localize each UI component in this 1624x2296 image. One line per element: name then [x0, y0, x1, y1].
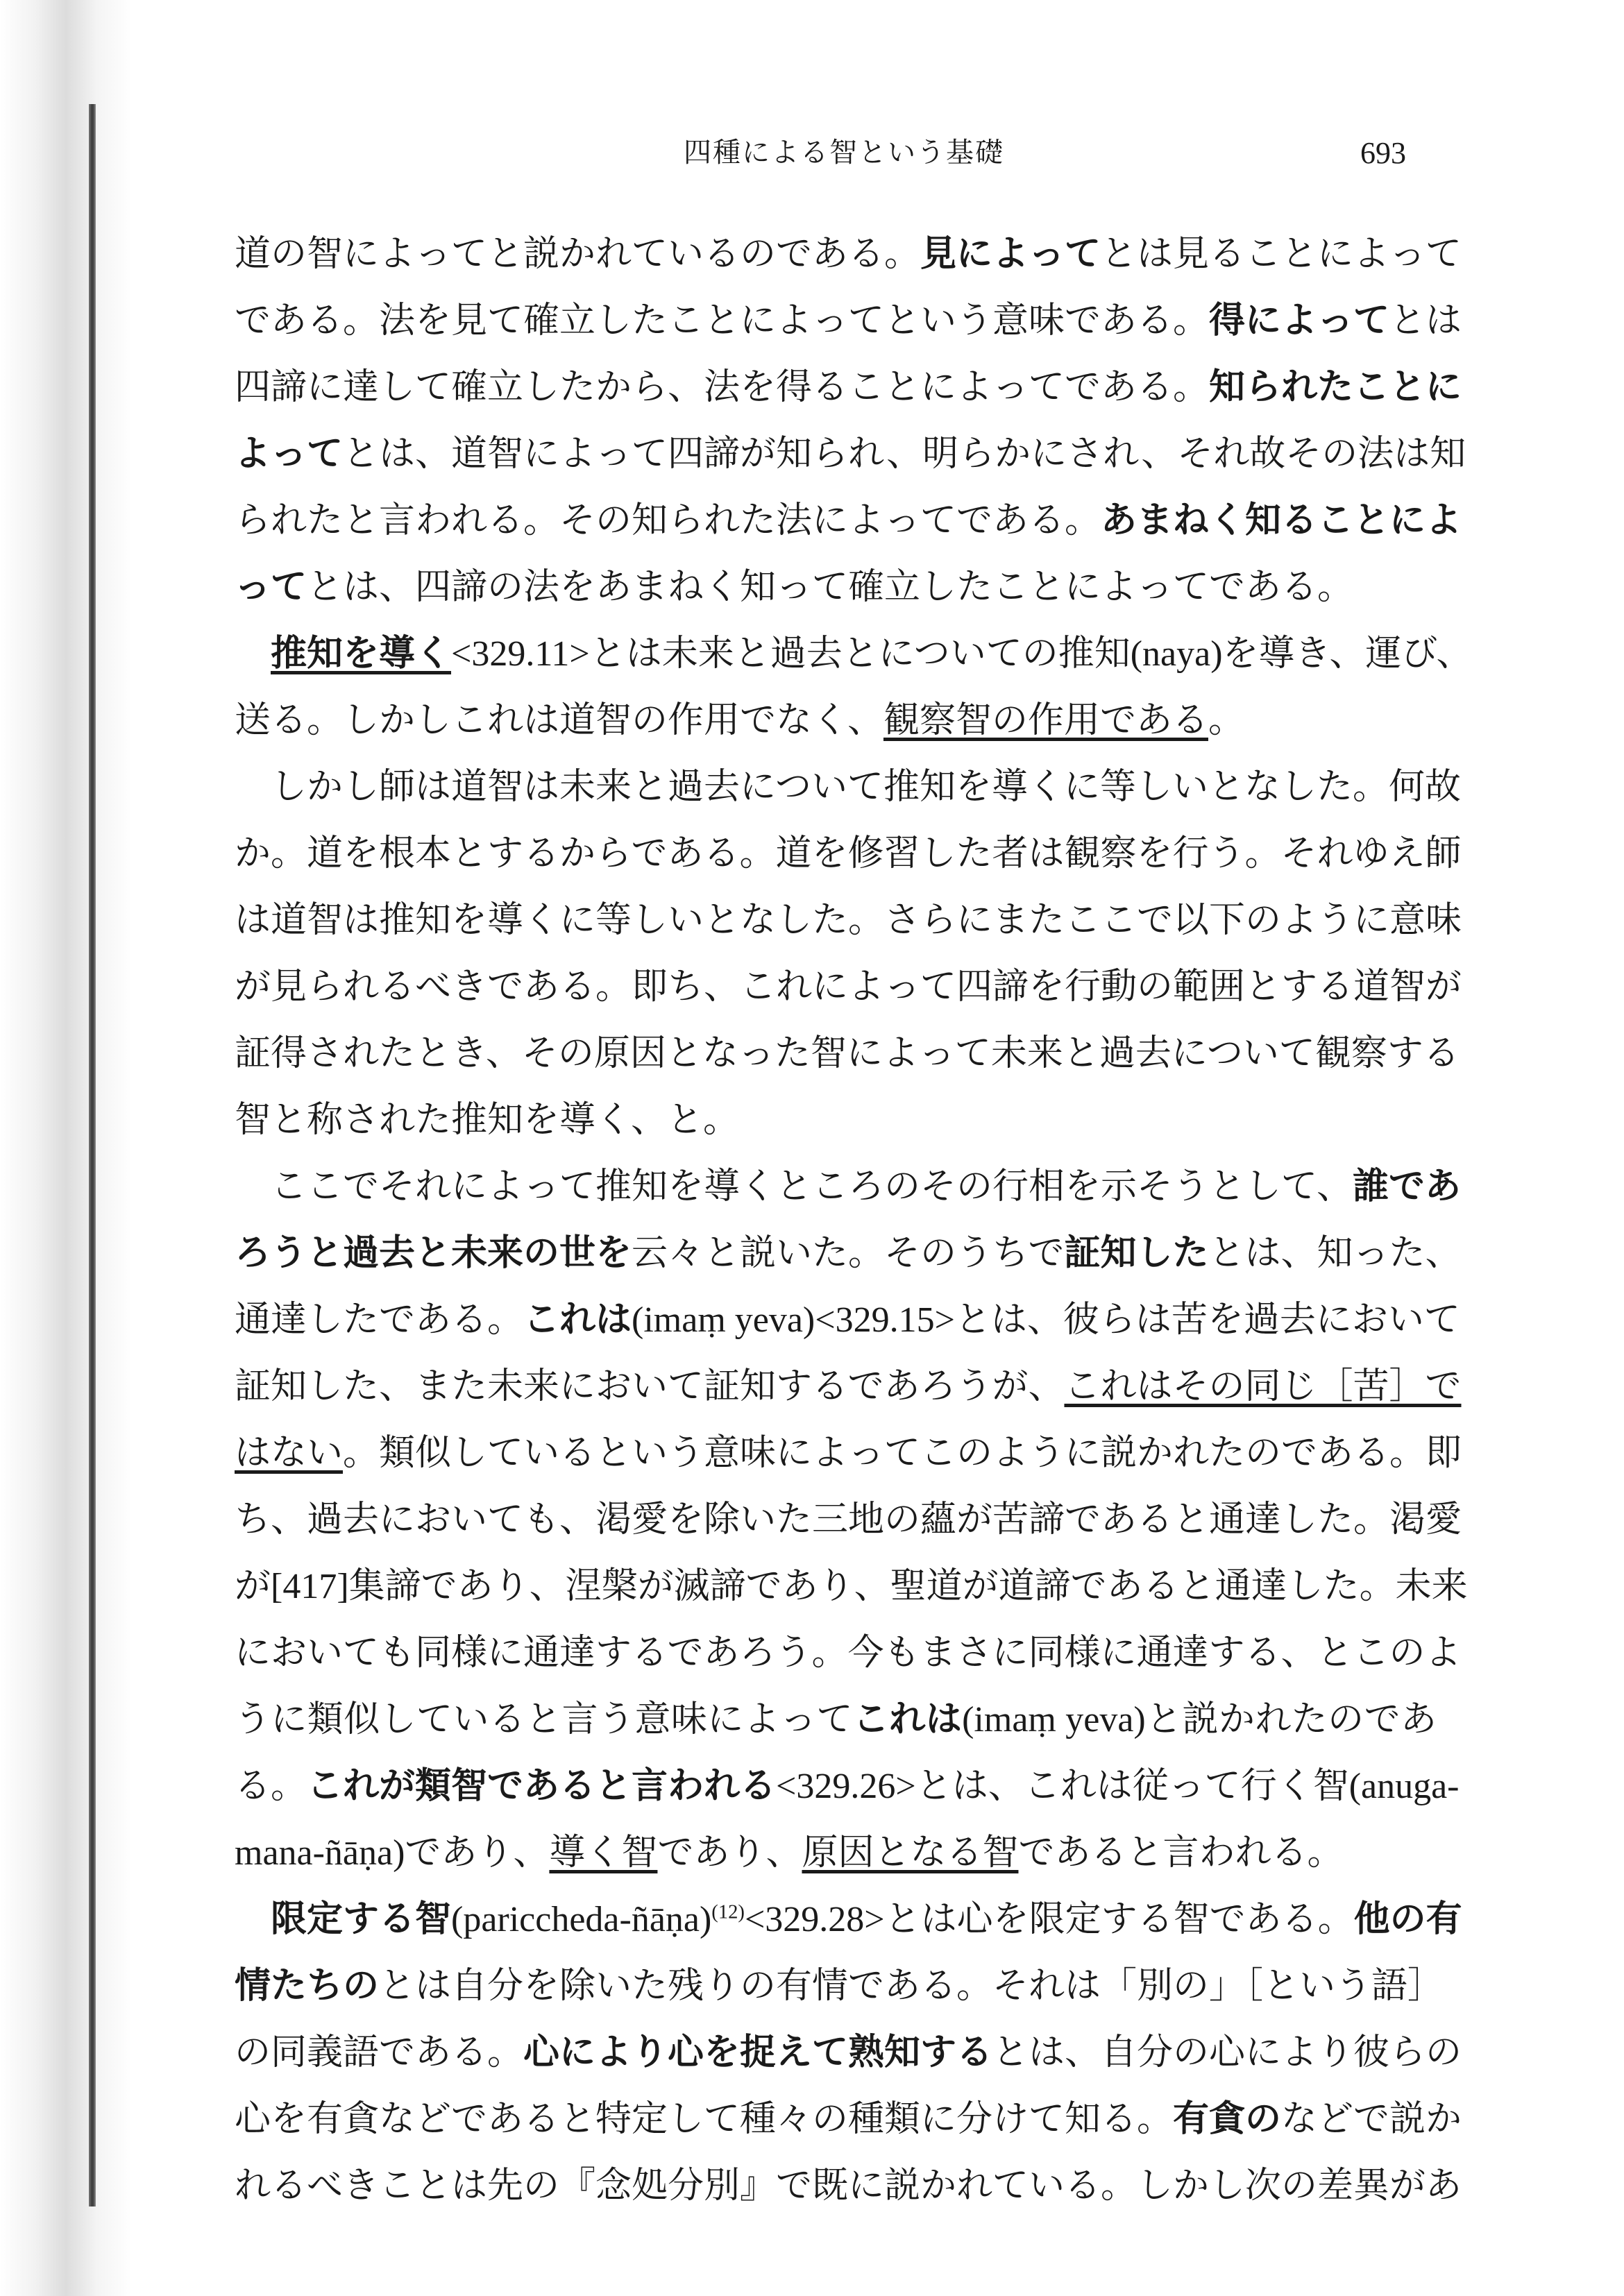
page-body — [235, 221, 1473, 2219]
text-line: はない。類似しているという意味によってこのように説かれたのである。即 — [235, 1432, 1462, 1474]
footnote-ref: (12) — [711, 1901, 745, 1923]
text-line: られたと言われる。その知られた法によってである。あまねく知ることによ — [235, 500, 1462, 541]
text-line: 情たちのとは自分を除いた残りの有情である。それは「別の」［という語］ — [235, 1965, 1444, 2007]
text-line: しかし師は道智は未来と過去について推知を導くに等しいとなした。何故 — [271, 766, 1461, 808]
text-line: ってとは、四諦の法をあまねく知って確立したことによってである。 — [235, 566, 1354, 608]
text-line: 証得されたとき、その原因となった智によって未来と過去について観察する — [235, 1032, 1460, 1074]
text-line: 証知した、また未来において証知するであろうが、これはその同じ［苦］で — [235, 1366, 1462, 1407]
text-line: が見られるべきである。即ち、これによって四諦を行動の範囲とする道智が — [235, 966, 1462, 1007]
text-line: 四諦に達して確立したから、法を得ることによってである。知られたことに — [235, 366, 1462, 408]
text-line: 限定する智(pariccheda-ñāṇa)$^{(12)}$<329.28>とは心を限定する智である。他の有 — [271, 1898, 1462, 1940]
text-line: が[417]集諦であり、涅槃が滅諦であり、聖道が道諦であると通達した。未来 — [235, 1565, 1468, 1607]
text-line: か。道を根本とするからである。道を修習した者は観察を行う。それゆえ師 — [235, 833, 1462, 874]
text-line: は道智は推知を導くに等しいとなした。さらにまたここで以下のように意味 — [235, 899, 1462, 941]
text-line: の同義語である。心により心を捉えて熟知するとは、自分の心により彼らの — [235, 2032, 1462, 2073]
text-line: よってとは、道智によって四諦が知られ、明らかにされ、それ故その法は知 — [235, 433, 1466, 475]
text-line: れるべきことは先の『念処分別』で既に説かれている。しかし次の差異があ — [235, 2165, 1462, 2206]
text-line: ここでそれによって推知を導くところのその行相を示そうとして、誰であ — [271, 1166, 1461, 1207]
text-line: ろうと過去と未来の世を云々と説いた。そのうちで証知したとは、知った、 — [235, 1232, 1462, 1274]
text-line: る。これが類智であると言われる<329.26>とは、これは従って行く智(anuga- — [235, 1765, 1460, 1807]
text-line: 道の智によってと説かれているのである。見によってとは見ることによって — [235, 233, 1462, 275]
text-line: mana-ñāṇa)であり、導く智であり、原因となる智であると言われる。 — [235, 1832, 1344, 1873]
page-number: 693 — [1360, 136, 1406, 170]
text-line: 送る。しかしこれは道智の作用でなく、観察智の作用である。 — [235, 699, 1244, 741]
text-line: 心を有貪などであると特定して種々の種類に分けて知る。有貪のなどで説か — [235, 2098, 1462, 2140]
text-line: 推知を導く<329.11>とは未来と過去とについての推知(naya)を導き、運び、 — [271, 633, 1473, 674]
text-line: ち、過去においても、渇愛を除いた三地の蘊が苦諦であると通達した。渇愛 — [235, 1499, 1462, 1540]
text-line: 通達したである。これは(imaṃ yeva)<329.15>とは、彼らは苦を過去において — [235, 1299, 1460, 1341]
scan-gutter-shadow — [0, 0, 132, 2296]
text-line: 智と称された推知を導く、と。 — [235, 1099, 739, 1141]
book-binding-edge — [89, 104, 96, 2206]
text-line: である。法を見て確立したことによってという意味である。得によってとは — [235, 300, 1462, 341]
running-header-title: 四種による智という基礎 — [684, 137, 1004, 169]
text-line: においても同様に通達するであろう。今もまさに同様に通達する、とこのよ — [235, 1632, 1462, 1674]
text-line: うに類似していると言う意味によってこれは(imaṃ yeva)と説かれたのであ — [235, 1699, 1437, 1740]
